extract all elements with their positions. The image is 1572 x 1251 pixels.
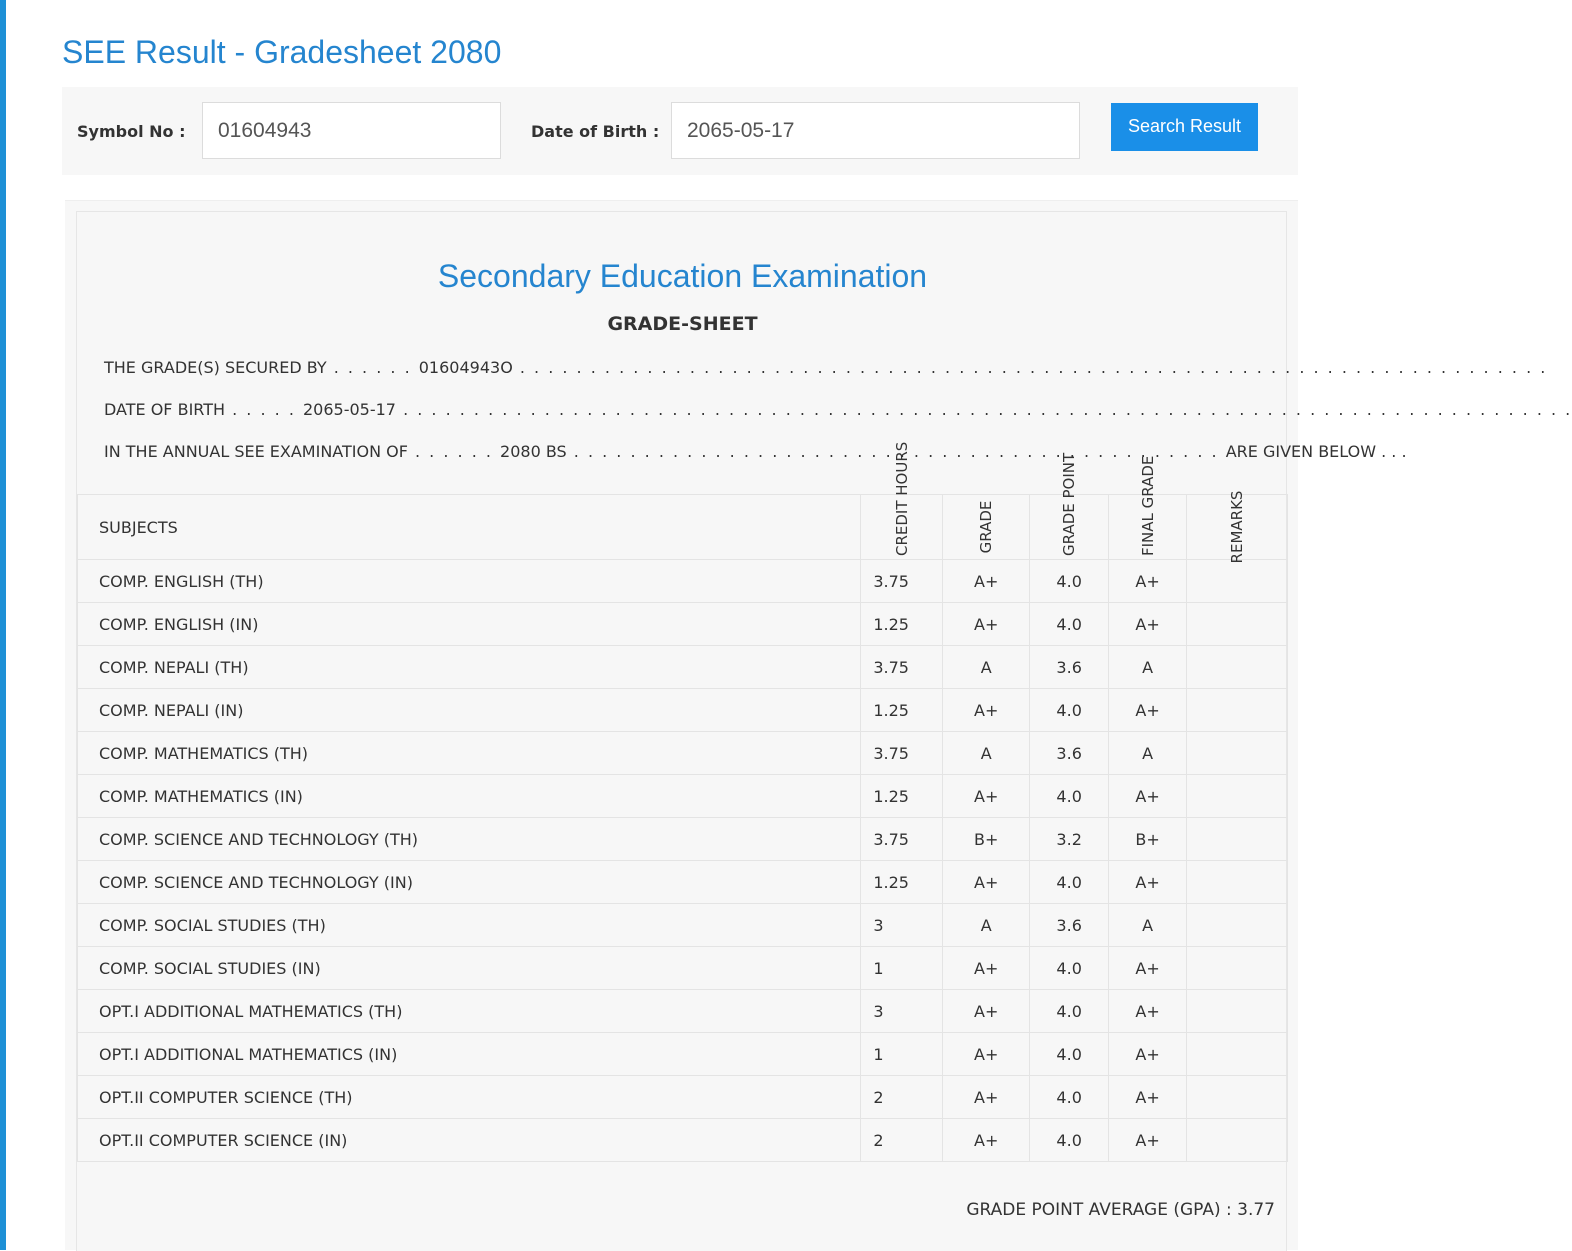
table-row: COMP. SCIENCE AND TECHNOLOGY (IN) 1.25 A+ 4.0 A+ — [78, 861, 1288, 904]
search-form — [62, 87, 1298, 175]
header-grade-point: GRADE POINT — [1030, 495, 1109, 560]
gpa-value: 3.77 — [1237, 1200, 1275, 1220]
date-of-birth-label: Date of Birth : — [531, 122, 660, 141]
exam-title: Secondary Education Examination — [437, 258, 928, 294]
table-row: COMP. ENGLISH (IN) 1.25 A+ 4.0 A+ — [78, 603, 1288, 646]
table-row: OPT.I ADDITIONAL MATHEMATICS (TH) 3 A+ 4.0 A+ — [78, 990, 1288, 1033]
table-row: COMP. SOCIAL STUDIES (TH) 3 A 3.6 A — [78, 904, 1288, 947]
dob-prefix: DATE OF BIRTH — [104, 400, 226, 419]
table-row: OPT.II COMPUTER SCIENCE (IN) 2 A+ 4.0 A+ — [78, 1119, 1288, 1162]
search-result-button[interactable]: Search Result — [1111, 103, 1258, 151]
exam-suffix: ARE GIVEN BELOW . . . — [1225, 442, 1407, 461]
table-row: COMP. MATHEMATICS (TH) 3.75 A 3.6 A — [78, 732, 1288, 775]
table-row: OPT.II COMPUTER SCIENCE (TH) 2 A+ 4.0 A+ — [78, 1076, 1288, 1119]
table-row: COMP. SOCIAL STUDIES (IN) 1 A+ 4.0 A+ — [78, 947, 1288, 990]
header-credit-hours: CREDIT HOURS — [861, 495, 943, 560]
gradesheet-label: GRADE-SHEET — [607, 313, 758, 335]
header-subjects: SUBJECTS — [78, 495, 861, 560]
table-row: OPT.I ADDITIONAL MATHEMATICS (IN) 1 A+ 4.0 A+ — [78, 1033, 1288, 1076]
dob-value: 2065-05-17 — [303, 400, 396, 419]
table-row: COMP. ENGLISH (TH) 3.75 A+ 4.0 A+ — [78, 560, 1288, 603]
symbol-no-input[interactable]: 01604943 — [202, 102, 501, 159]
symbol-no-label: Symbol No : — [77, 122, 186, 141]
exam-line: IN THE ANNUAL SEE EXAMINATION OF . . . . . . 2080 BS . . . . . . . . . . . . . . . . . . . . . . . . . . . . . . . . . . . . . . . . . . . . . . ARE GIVEN BELOW . . . — [104, 442, 1407, 461]
header-grade: GRADE — [943, 495, 1030, 560]
table-row: COMP. NEPALI (IN) 1.25 A+ 4.0 A+ — [78, 689, 1288, 732]
gpa-label: GRADE POINT AVERAGE (GPA) : — [966, 1200, 1232, 1220]
table-row: COMP. SCIENCE AND TECHNOLOGY (TH) 3.75 B+ 3.2 B+ — [78, 818, 1288, 861]
header-remarks: REMARKS — [1187, 495, 1288, 560]
exam-value: 2080 BS — [500, 442, 567, 461]
table-row: COMP. MATHEMATICS (IN) 1.25 A+ 4.0 A+ — [78, 775, 1288, 818]
date-of-birth-line: DATE OF BIRTH . . . . . 2065-05-17 . . . . . . . . . . . . . . . . . . . . . . . . . . . . . . . . . . . . . . . . . . . . . . . . . . . . . . . . . . . . . . . . . . . . . . . . . . . . . . . . . . . — [104, 400, 1572, 419]
exam-prefix: IN THE ANNUAL SEE EXAMINATION OF — [104, 442, 408, 461]
secured-by-line: THE GRADE(S) SECURED BY . . . . . . 01604943O . . . . . . . . . . . . . . . . . . . . . . . . . . . . . . . . . . . . . . . . . . . . . . . . . . . . . . . . . . . . . . . . . . . . . . . . . — [104, 358, 1548, 377]
gpa-summary — [966, 1200, 1275, 1220]
gradesheet-body — [76, 211, 1572, 1251]
table-row: COMP. NEPALI (TH) 3.75 A 3.6 A — [78, 646, 1288, 689]
left-accent-strip — [0, 0, 6, 1250]
gradesheet-panel — [65, 200, 1572, 1250]
date-of-birth-input[interactable]: 2065-05-17 — [671, 102, 1080, 159]
header-final-grade: FINAL GRADE — [1109, 495, 1187, 560]
secured-by-value: 01604943O — [418, 358, 513, 377]
page-title: SEE Result - Gradesheet 2080 — [62, 34, 502, 70]
secured-by-prefix: THE GRADE(S) SECURED BY — [104, 358, 327, 377]
table-header-row — [78, 495, 1288, 560]
